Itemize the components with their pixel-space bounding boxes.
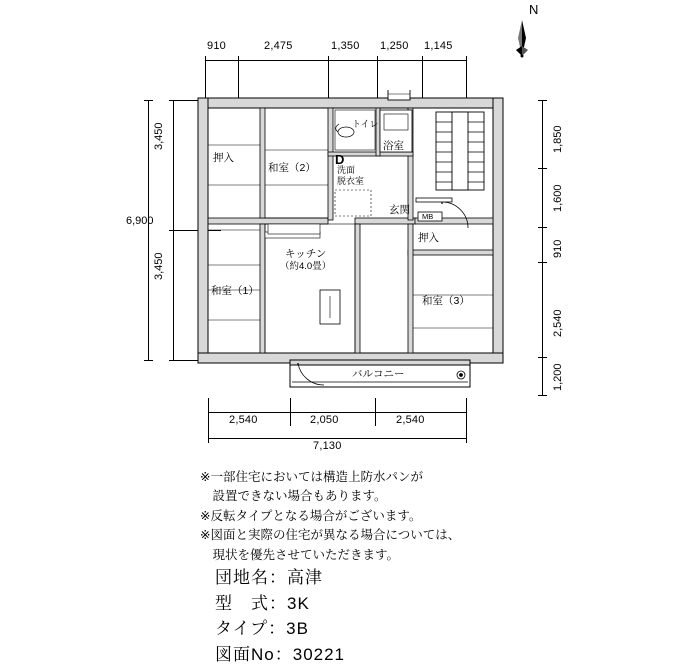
dim-right-1: 1,850 [552,125,564,153]
info-row-danchi [215,565,345,591]
info-label-plan-type: タイプ： [215,619,286,638]
info-block [215,565,345,667]
label-d-mark: D [335,152,344,167]
note-line-3: ※反転タイプとなる場合がございます。 [200,507,460,526]
label-mb: MB [422,212,433,221]
room-label-senmen [337,165,364,188]
info-label-type: 型 式： [215,594,287,613]
dim-right-5: 1,200 [552,363,564,391]
plan-geometry [198,90,503,387]
dim-bottom-1: 2,540 [229,414,258,426]
senmen-line1: 洗面 [337,165,364,176]
note-line-1: ※一部住宅においては構造上防水パンが [200,468,460,487]
notes-block [200,468,460,565]
info-row-type [215,591,345,617]
dim-left-1: 3,450 [153,122,165,150]
compass-label: N [529,2,538,17]
room-label-oshiire-mid: 押入 [418,232,439,245]
dim-top-2: 2,475 [264,40,293,52]
dim-right-4: 2,540 [552,309,564,337]
info-row-drawing-no [215,642,345,667]
info-value-type: 3K [287,594,310,613]
kitchen-line1: キッチン [280,248,331,261]
room-label-genkan: 玄関 [389,204,410,217]
room-label-oshiire-top: 押入 [213,152,234,165]
dim-bottom-3: 2,540 [396,414,425,426]
room-label-bath: 浴室 [383,140,404,153]
dim-right-3: 910 [552,240,564,258]
senmen-line2: 脱衣室 [337,176,364,187]
kitchen-line2: （約4.0畳） [280,261,331,273]
info-row-plan-type [215,616,345,642]
dim-left-2: 3,450 [153,252,165,280]
dim-top-5: 1,145 [424,40,453,52]
dim-top-1: 910 [207,40,226,52]
note-line-5: 現状を優先させていただきます。 [200,546,460,565]
bottom-dimension-band [0,400,700,460]
room-label-washitsu-3: 和室（3） [422,295,470,308]
note-line-4: ※図面と実際の住宅が異なる場合については、 [200,526,460,545]
info-label-danchi: 団地名： [215,568,287,587]
room-label-balcony: バルコニー [352,368,405,381]
info-value-drawing-no: 30221 [293,645,345,664]
info-value-danchi: 高津 [287,568,323,587]
note-line-2: 設置できない場合もあります。 [200,487,460,506]
room-label-washitsu-1: 和室（1） [211,285,259,298]
info-label-drawing-no: 図面No： [215,645,293,664]
dim-left-total: 6,900 [126,215,154,227]
dim-bottom-2: 2,050 [310,414,339,426]
room-label-washitsu-2: 和室（2） [268,162,316,175]
dim-right-2: 1,600 [552,184,564,212]
info-value-plan-type: 3B [286,619,309,638]
dim-top-4: 1,250 [380,40,409,52]
room-label-kitchen [280,248,331,273]
floorplan-drawing [180,90,530,400]
dim-top-3: 1,350 [331,40,360,52]
right-dimension-band [520,95,620,405]
dim-bottom-total: 7,130 [313,440,342,452]
room-label-toilet: トイレ [352,119,379,130]
top-dimension-band [0,0,700,100]
